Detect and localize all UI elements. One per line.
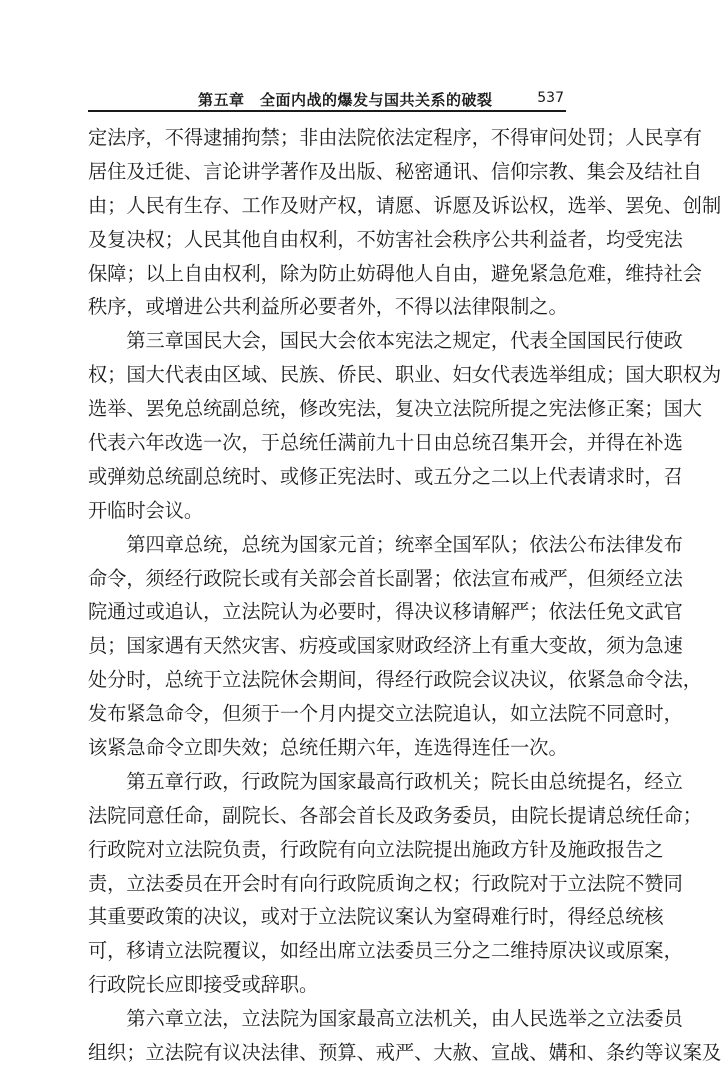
- body-text: [88, 121, 721, 1070]
- text-line: 发布紧急命令，但须于一个月内提交立法院追认，如立法院不同意时，: [88, 702, 683, 726]
- text-line: 及复决权；人民其他自由权利，不妨害社会秩序公共利益者，均受宪法: [88, 227, 683, 251]
- text-line: 行政院长应即接受或辞职。: [88, 973, 319, 997]
- text-line: 第三章国民大会，国民大会依本宪法之规定，代表全国国民行使政: [88, 329, 683, 353]
- text-line: 开临时会议。: [88, 498, 204, 522]
- text-line: 第四章总统，总统为国家元首；统率全国军队；依法公布法律发布: [88, 532, 683, 556]
- text-line: 组织；立法院有议决法律、预算、戒严、大赦、宣战、媾和、条约等议案及: [88, 1041, 721, 1065]
- text-line: 权；国大代表由区域、民族、侨民、职业、妇女代表选举组成；国大职权为: [88, 363, 721, 387]
- text-line: 其重要政策的决议，或对于立法院议案认为窒碍难行时，得经总统核: [88, 905, 664, 929]
- text-line: 第六章立法，立法院为国家最高立法机关，由人民选举之立法委员: [88, 1007, 683, 1031]
- text-line: 由；人民有生存、工作及财产权，请愿、诉愿及诉讼权，选举、罢免、创制: [88, 193, 721, 217]
- text-line: 法院同意任命，副院长、各部会首长及政务委员，由院长提请总统任命；: [88, 803, 702, 827]
- page-number: 537: [537, 90, 564, 106]
- text-line: 居住及迁徙、言论讲学著作及出版、秘密通讯、信仰宗教、集会及结社自: [88, 159, 702, 183]
- text-line: 第五章行政，行政院为国家最高行政机关；院长由总统提名，经立: [88, 769, 683, 793]
- text-line: 员；国家遇有天然灾害、疠疫或国家财政经济上有重大变故，须为急速: [88, 634, 683, 658]
- running-header: [88, 80, 566, 112]
- text-line: 选举、罢免总统副总统，修改宪法，复决立法院所提之宪法修正案；国大: [88, 397, 702, 421]
- text-line: 代表六年改选一次，于总统任满前九十日由总统召集开会，并得在补选: [88, 431, 683, 455]
- chapter-running-title: 第五章 全面内战的爆发与国共关系的破裂: [198, 91, 493, 109]
- text-line: 可，移请立法院覆议，如经出席立法委员三分之二维持原决议或原案，: [88, 939, 683, 963]
- text-line: 责，立法委员在开会时有向行政院质询之权；行政院对于立法院不赞同: [88, 871, 683, 895]
- text-line: 处分时，总统于立法院休会期间，得经行政院会议决议，依紧急命令法，: [88, 668, 702, 692]
- text-line: 秩序，或增进公共利益所必要者外，不得以法律限制之。: [88, 295, 568, 319]
- text-line: 院通过或追认，立法院认为必要时，得决议移请解严；依法任免文武官: [88, 600, 683, 624]
- text-line: 命令，须经行政院长或有关部会首长副署；依法宣布戒严，但须经立法: [88, 566, 683, 590]
- text-line: 行政院对立法院负责，行政院有向立法院提出施政方针及施政报告之: [88, 837, 664, 861]
- text-line: 保障；以上自由权利，除为防止妨碍他人自由，避免紧急危难，维持社会: [88, 261, 702, 285]
- text-line: 定法序，不得逮捕拘禁；非由法院依法定程序，不得审问处罚；人民享有: [88, 126, 702, 149]
- text-line: 该紧急命令立即失效；总统任期六年，连选得连任一次。: [88, 736, 568, 760]
- text-line: 或弹劾总统副总统时、或修正宪法时、或五分之二以上代表请求时，召: [88, 464, 683, 488]
